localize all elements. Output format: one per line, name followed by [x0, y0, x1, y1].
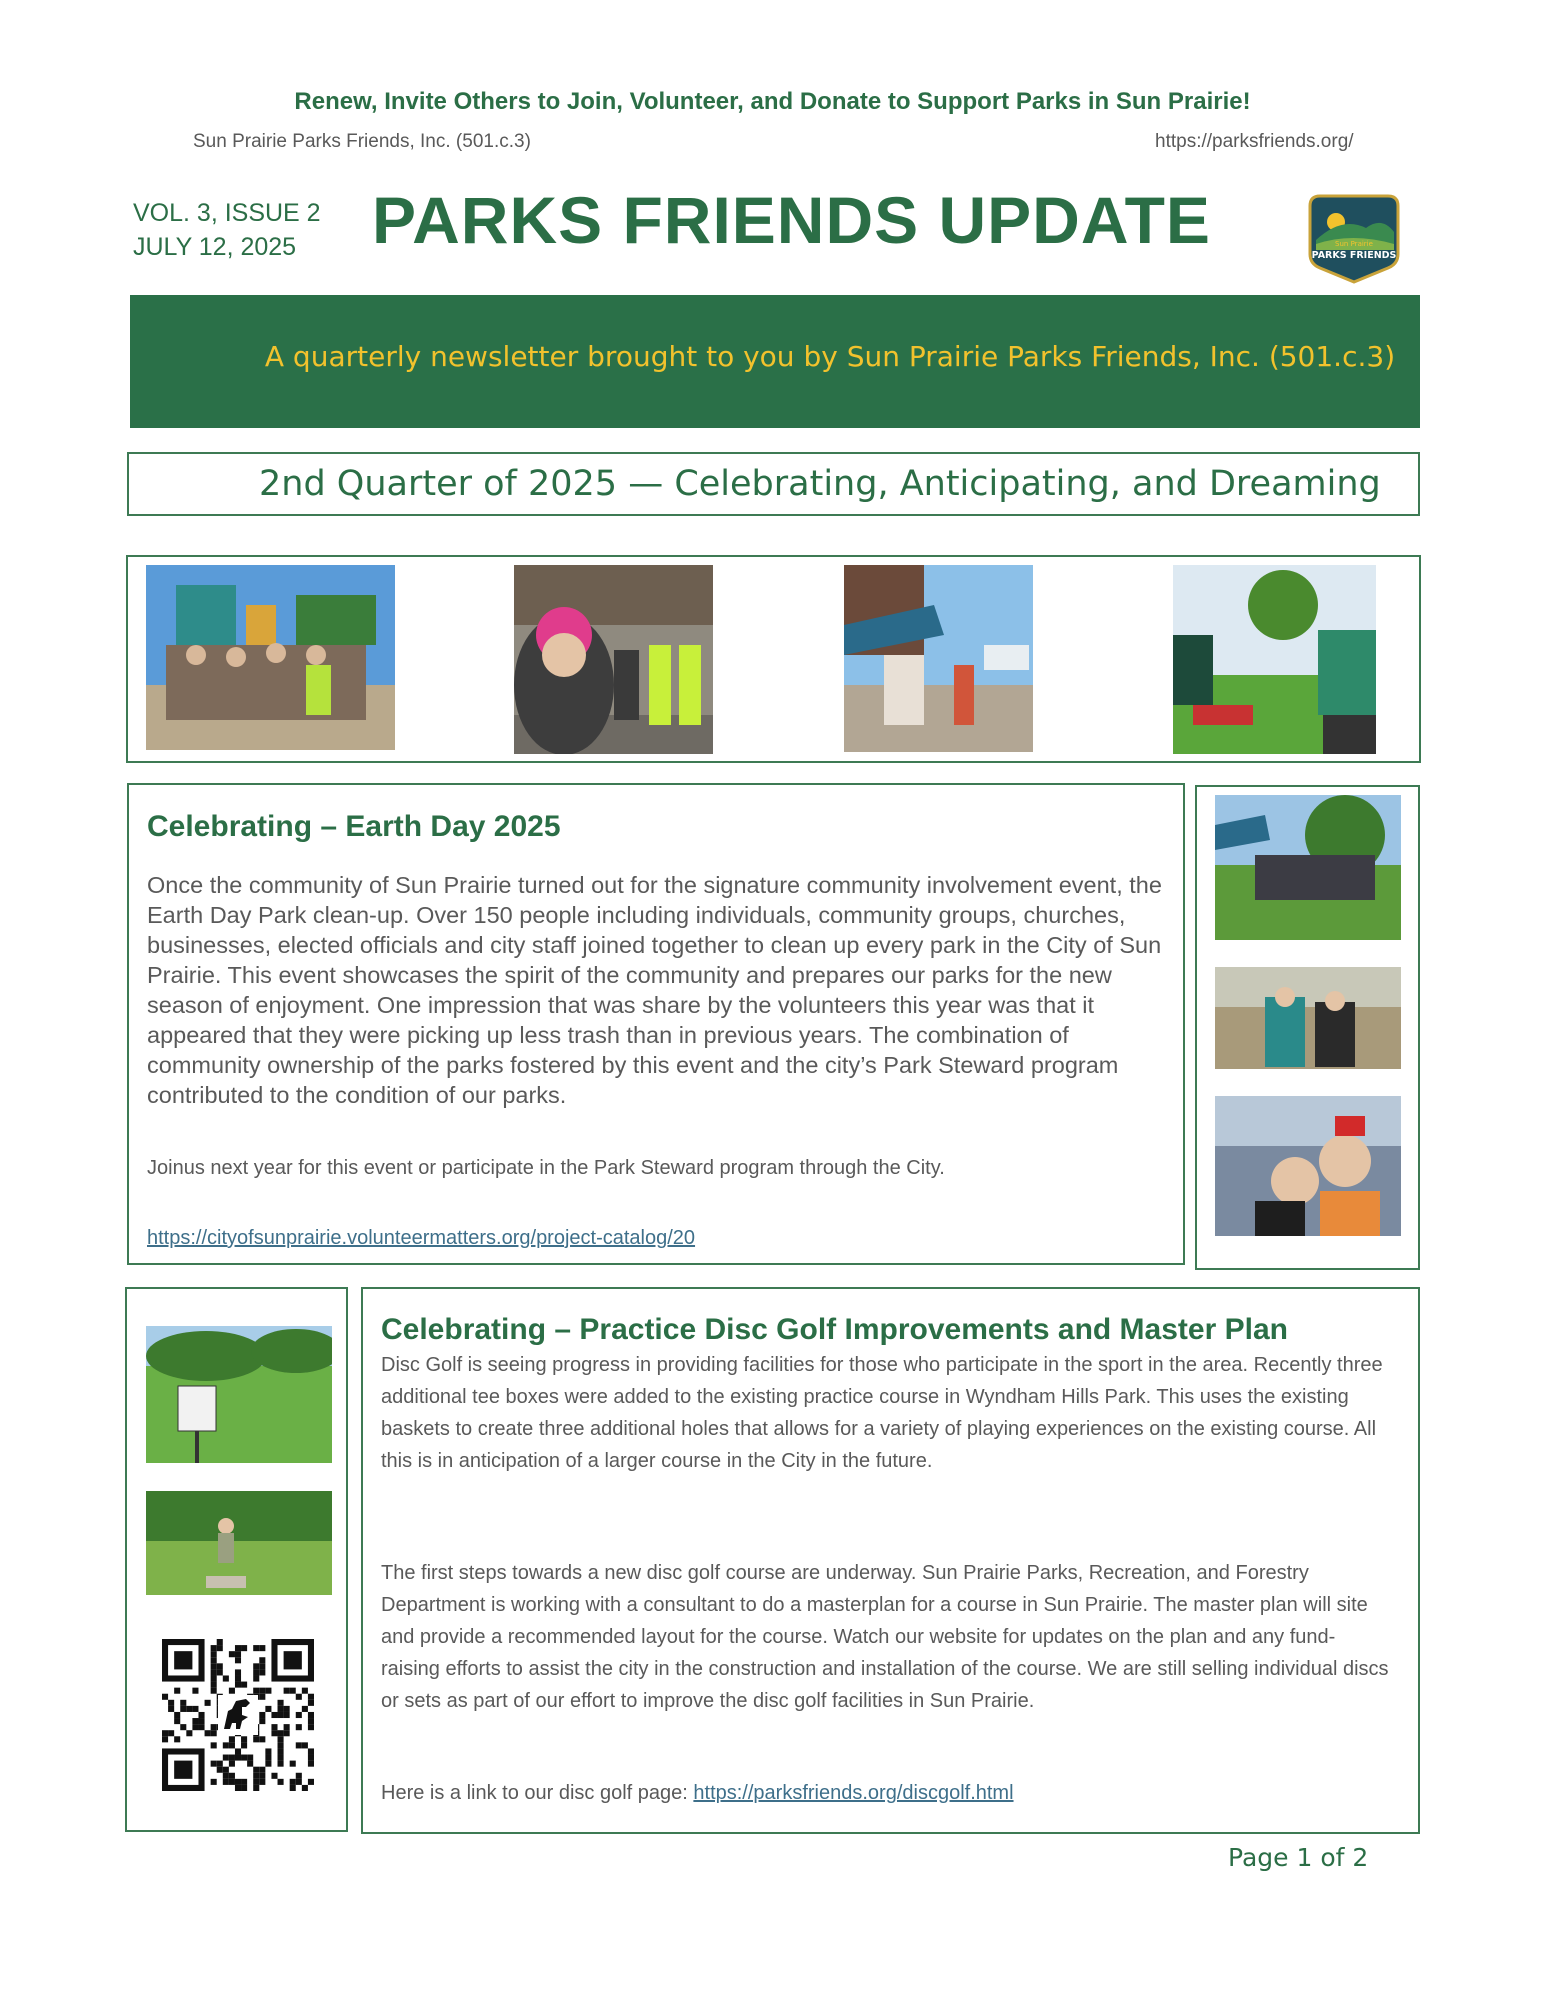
earth-day-title: Celebrating – Earth Day 2025 [147, 810, 561, 843]
photo-farmers-market [844, 565, 1033, 752]
org-name: Sun Prairie Parks Friends, Inc. (501.c.3) [193, 131, 531, 152]
disc-golf-photos [125, 1287, 348, 1832]
parks-friends-logo [1302, 192, 1406, 286]
volume-issue: VOL. 3, ISSUE 2 [133, 199, 321, 227]
disc-golf-link-line [381, 1782, 1014, 1805]
earth-day-section [127, 783, 1185, 1265]
issue-info [133, 196, 321, 264]
logo-main-text: PARKS FRIENDS [1311, 250, 1397, 261]
photo-disc-golf-player [146, 1491, 332, 1595]
volunteer-link[interactable]: https://cityofsunprairie.volunteermatters.org/project-catalog/20 [147, 1227, 696, 1249]
tagline: A quarterly newsletter brought to you by Sun Prairie Parks Friends, Inc. (501.c.3) [264, 340, 1396, 373]
top-banner: Renew, Invite Others to Join, Volunteer, and Donate to Support Parks in Sun Prairie! [294, 88, 1251, 115]
logo-small-text: Sun Prairie [1335, 240, 1373, 248]
quarter-title: 2nd Quarter of 2025 — Celebrating, Anticipating, and Dreaming [259, 464, 1381, 504]
photo-disc-golf-sign [146, 1326, 332, 1463]
photo-liberty-park-booth [1173, 565, 1376, 754]
tagline-band [130, 295, 1420, 428]
earth-day-photos [1195, 785, 1420, 1270]
photo-earth-day-crowd [1215, 795, 1401, 940]
disc-golf-section [361, 1287, 1420, 1834]
disc-golf-title: Celebrating – Practice Disc Golf Improvements and Master Plan [381, 1313, 1288, 1346]
disc-golf-link-prefix: Here is a link to our disc golf page: [381, 1782, 694, 1804]
earth-day-body: Once the community of Sun Prairie turned out for the signature community involvement event, the Earth Day Park clean-up. Over 150 people including individuals, community groups, churches, businesses, elected officials and city staff joined together to clean up every park in the City of Sun Prairie. This event showcases the spirit of the community and prepares our parks for the new season of enjoyment. One impression that was share by the volunteers this year was that it appeared that they were picking up less trash than in previous years. The combination of community ownership of the parks fostered by this event and the city’s Park Steward program contributed to the condition of our parks. [147, 872, 1162, 1108]
photo-earth-day-selfie [1215, 1096, 1401, 1236]
photo-selfie-volunteers [514, 565, 713, 754]
issue-date: JULY 12, 2025 [133, 233, 297, 261]
org-url[interactable]: https://parksfriends.org/ [1155, 131, 1354, 152]
page-number: Page 1 of 2 [1228, 1843, 1369, 1872]
photo-volunteers-playground [146, 565, 395, 750]
quarter-banner [127, 452, 1420, 516]
photo-earth-day-pair [1215, 967, 1401, 1069]
photo-strip [126, 555, 1421, 763]
earth-day-join: Joinus next year for this event or participate in the Park Steward program through the City. [147, 1157, 945, 1179]
disc-golf-link[interactable]: https://parksfriends.org/discgolf.html [693, 1782, 1014, 1804]
disc-golf-para-2: The first steps towards a new disc golf course are underway. Sun Prairie Parks, Recreation, and Forestry Department is working with a consultant to do a masterplan for a course in Sun Prairie. The master plan will site and provide a recommended layout for the course. Watch our website for updates on the plan and any fund-raising efforts to assist the city in the construction and installation of the course. We are still selling individual discs or sets as part of our effort to improve the disc golf facilities in Sun Prairie. [381, 1562, 1389, 1712]
newsletter-title: PARKS FRIENDS UPDATE [372, 183, 1211, 257]
disc-golf-para-1: Disc Golf is seeing progress in providing facilities for those who participate in the sport in the area. Recently three additional tee boxes were added to the existing practice course in Wyndham Hills Park. This uses the existing baskets to create three additional holes that allows for a variety of playing experiences on the existing course. All this is in anticipation of a larger course in the City in the future. [381, 1354, 1383, 1472]
disc-golf-qr-code[interactable] [162, 1639, 314, 1791]
